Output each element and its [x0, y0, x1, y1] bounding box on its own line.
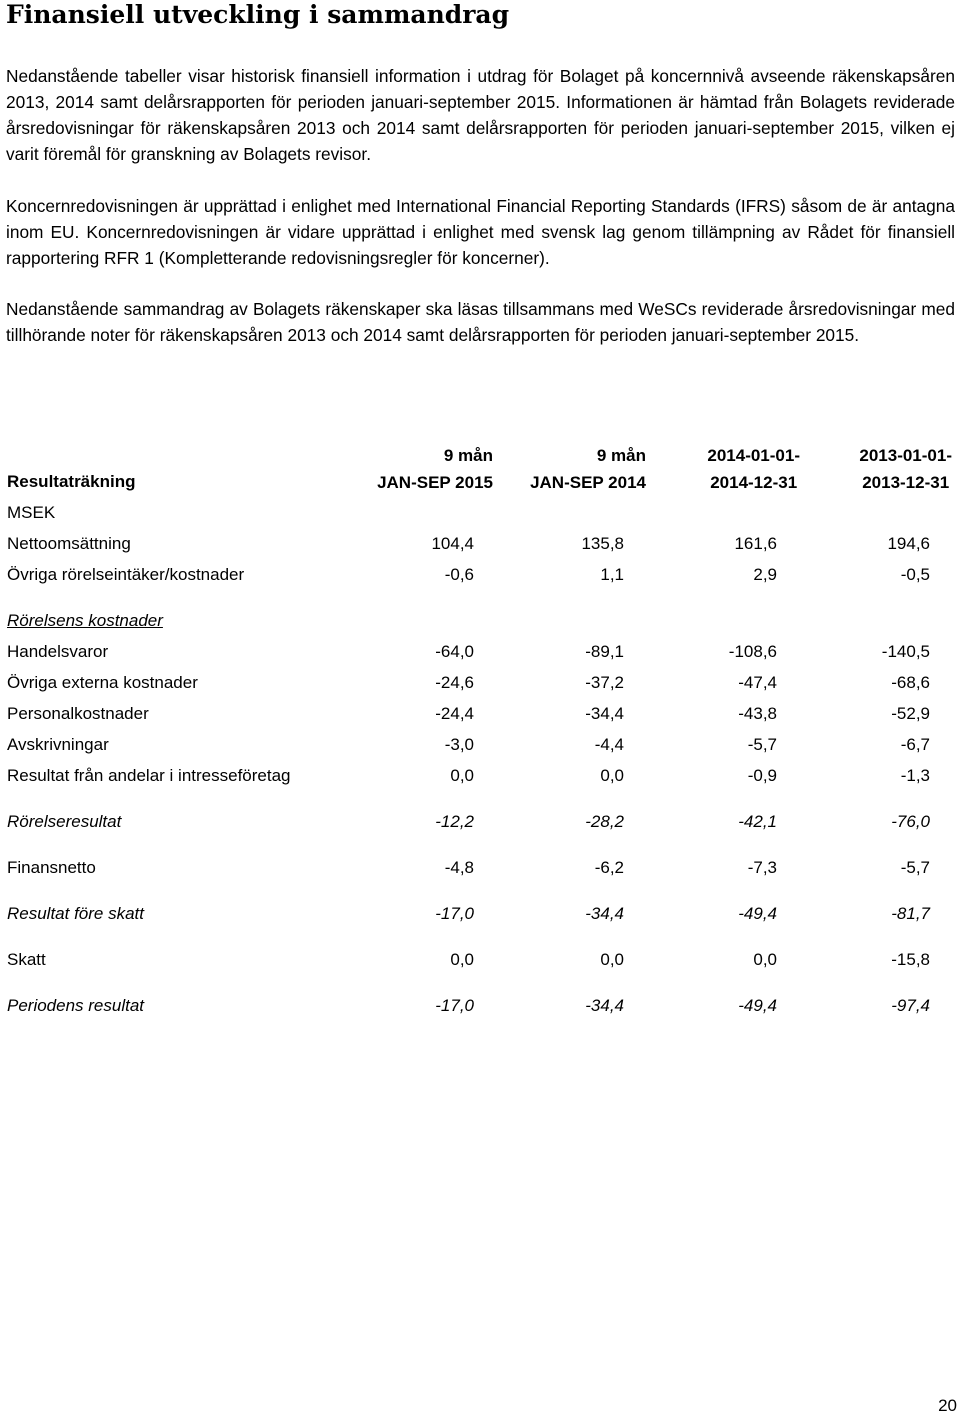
- row-label: Resultat före skatt: [7, 904, 145, 923]
- column-header-jan-sep-2014: [530, 442, 646, 496]
- cell-value: -24,6: [435, 673, 474, 692]
- table-row-handelsvaror: [0, 642, 960, 666]
- section-heading-rorelsens-kostnader: [0, 611, 960, 635]
- cell-value: -7,3: [747, 858, 777, 877]
- cell-value: -12,2: [435, 812, 474, 831]
- column-header-line2: 2014-12-31: [710, 473, 798, 492]
- cell-value: -140,5: [881, 642, 930, 661]
- cell-value: -37,2: [585, 673, 624, 692]
- row-label: Rörelseresultat: [7, 812, 122, 831]
- column-header-jan-sep-2015: [377, 442, 493, 496]
- table-unit: MSEK: [7, 503, 56, 522]
- cell-value: -17,0: [435, 996, 474, 1015]
- row-label: Resultat från andelar i intresseföretag: [7, 766, 291, 785]
- cell-value: -64,0: [435, 642, 474, 661]
- table-row-ovriga-rorelseintakter: [0, 565, 960, 589]
- table-row-resultat-fore-skatt: [0, 904, 960, 928]
- cell-value: -52,9: [891, 704, 930, 723]
- table-row-periodens-resultat: [0, 996, 960, 1020]
- cell-value: -49,4: [738, 996, 777, 1015]
- column-header-line1: 2013-01-01-: [859, 446, 952, 465]
- cell-value: 0,0: [450, 950, 474, 969]
- section-label: Rörelsens kostnader: [7, 611, 163, 630]
- cell-value: -28,2: [585, 812, 624, 831]
- row-label: Handelsvaror: [7, 642, 109, 661]
- cell-value: 1,1: [600, 565, 624, 584]
- column-header-line1: 9 mån: [443, 446, 493, 465]
- cell-value: -0,9: [747, 766, 777, 785]
- cell-value: -42,1: [738, 812, 777, 831]
- column-header-fy-2013: [859, 442, 952, 496]
- cell-value: 161,6: [734, 534, 777, 553]
- cell-value: -24,4: [435, 704, 474, 723]
- cell-value: -15,8: [891, 950, 930, 969]
- cell-value: -0,5: [900, 565, 930, 584]
- cell-value: -47,4: [738, 673, 777, 692]
- cell-value: -0,6: [444, 565, 474, 584]
- cell-value: -1,3: [900, 766, 930, 785]
- page-number: 20: [938, 1396, 957, 1415]
- column-header-line1: 2014-01-01-: [707, 446, 800, 465]
- cell-value: -108,6: [728, 642, 777, 661]
- row-label: Periodens resultat: [7, 996, 145, 1015]
- cell-value: 194,6: [887, 534, 930, 553]
- page-title: Finansiell utveckling i sammandrag: [6, 0, 510, 29]
- cell-value: -76,0: [891, 812, 930, 831]
- ifrs-paragraph: Koncernredovisningen är upprättad i enlighet med International Financial Reporting Standards (IFRS) såsom de är antagna inom EU. Koncernredovisningen är vidare upprättad i enlighet med svensk lag genom tillämpning av Rådet för finansiell rapportering RFR 1 (Kompletterande redovisningsregler för koncerner).: [6, 196, 955, 268]
- column-header-fy-2014: [707, 442, 800, 496]
- table-row-avskrivningar: [0, 735, 960, 759]
- cell-value: 2,9: [753, 565, 777, 584]
- row-label: Personalkostnader: [7, 704, 149, 723]
- cell-value: -17,0: [435, 904, 474, 923]
- row-label: Övriga rörelseintäker/kostnader: [7, 565, 245, 584]
- column-header-line2: JAN-SEP 2015: [377, 473, 493, 492]
- cell-value: -34,4: [585, 996, 624, 1015]
- table-heading: Resultaträkning: [7, 472, 136, 491]
- cell-value: -4,4: [594, 735, 624, 754]
- cell-value: 135,8: [581, 534, 624, 553]
- table-row-resultat-fran-andelar: [0, 766, 960, 790]
- cell-value: -4,8: [444, 858, 474, 877]
- cell-value: -49,4: [738, 904, 777, 923]
- table-row-finansnetto: [0, 858, 960, 882]
- row-label: Övriga externa kostnader: [7, 673, 198, 692]
- cell-value: -34,4: [585, 704, 624, 723]
- cell-value: -3,0: [444, 735, 474, 754]
- cell-value: 0,0: [450, 766, 474, 785]
- cell-value: 0,0: [600, 950, 624, 969]
- cell-value: 0,0: [600, 766, 624, 785]
- cell-value: -34,4: [585, 904, 624, 923]
- row-label: Avskrivningar: [7, 735, 109, 754]
- column-header-line2: JAN-SEP 2014: [530, 473, 646, 492]
- table-row-ovriga-externa-kostnader: [0, 673, 960, 697]
- cell-value: -43,8: [738, 704, 777, 723]
- cell-value: -6,7: [900, 735, 930, 754]
- table-row-skatt: [0, 950, 960, 974]
- cell-value: -89,1: [585, 642, 624, 661]
- cell-value: -81,7: [891, 904, 930, 923]
- cell-value: -5,7: [900, 858, 930, 877]
- cell-value: -68,6: [891, 673, 930, 692]
- table-row-rorelseresultat: [0, 812, 960, 836]
- cell-value: 104,4: [431, 534, 474, 553]
- table-row-nettoomsattning: [0, 534, 960, 558]
- cell-value: -97,4: [891, 996, 930, 1015]
- row-label: Finansnetto: [7, 858, 96, 877]
- table-row-personalkostnader: [0, 704, 960, 728]
- row-label: Nettoomsättning: [7, 534, 131, 553]
- column-header-line1: 9 mån: [596, 446, 646, 465]
- intro-paragraph: Nedanstående tabeller visar historisk finansiell information i utdrag för Bolaget på koncernnivå avseende räkenskapsåren 2013, 2014 samt delårsrapporten för perioden januari-september 2015. Informationen är hämtad från Bolagets reviderade årsredovisningar för räkenskapsåren 2013 och 2014 samt delårsrapporten för perioden januari-september 2015, vilken ej varit föremål för granskning av Bolagets revisor.: [6, 66, 955, 164]
- cell-value: -5,7: [747, 735, 777, 754]
- cell-value: -6,2: [594, 858, 624, 877]
- row-label: Skatt: [7, 950, 46, 969]
- cell-value: 0,0: [753, 950, 777, 969]
- reading-note-paragraph: Nedanstående sammandrag av Bolagets räkenskaper ska läsas tillsammans med WeSCs reviderade årsredovisningar med tillhörande noter för räkenskapsåren 2013 och 2014 samt delårsrapporten för perioden januari-september 2015.: [6, 299, 955, 345]
- column-header-line2: 2013-12-31: [862, 473, 950, 492]
